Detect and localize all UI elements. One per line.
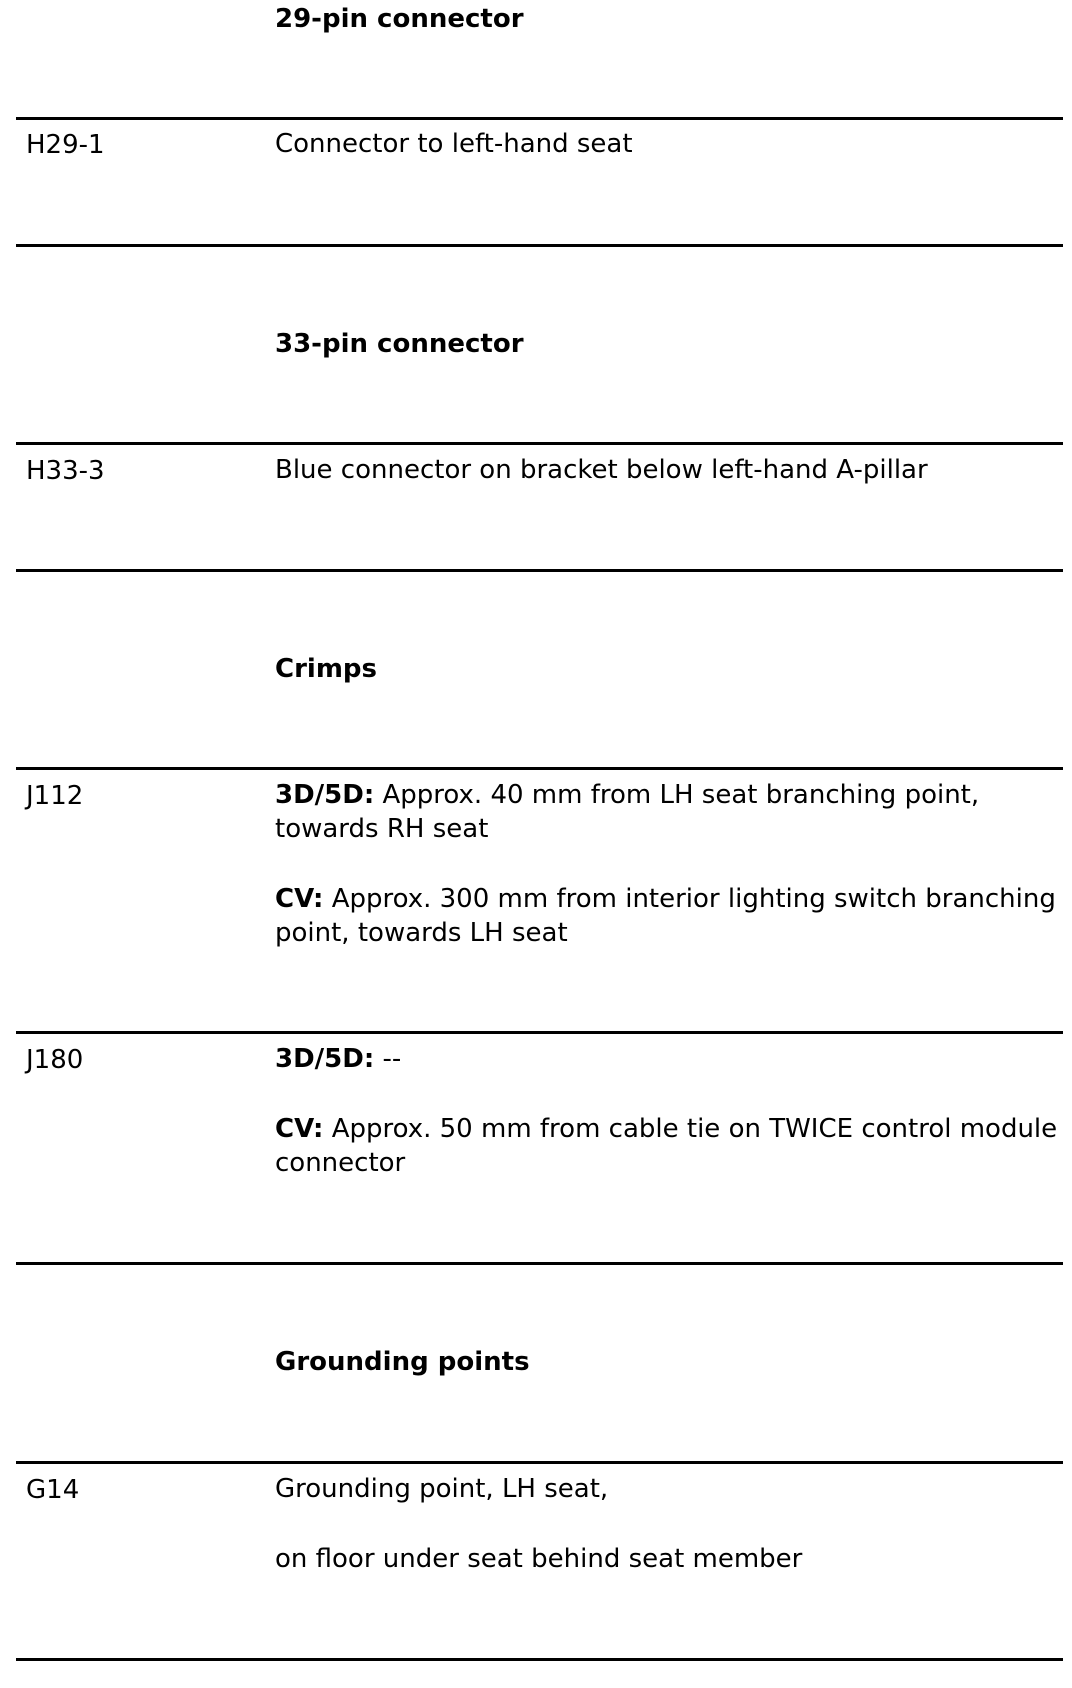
section-heading-crimps: Crimps bbox=[275, 654, 377, 684]
component-description: on floor under seat behind seat member bbox=[275, 1544, 803, 1574]
variant-label: 3D/5D: bbox=[275, 1044, 375, 1074]
component-description: Grounding point, LH seat, bbox=[275, 1474, 609, 1504]
component-description bbox=[275, 1112, 1065, 1180]
divider bbox=[16, 569, 1063, 572]
component-description bbox=[275, 1042, 1065, 1076]
section-heading-grounding-points: Grounding points bbox=[275, 1347, 530, 1377]
divider bbox=[16, 244, 1063, 247]
divider bbox=[16, 1031, 1063, 1034]
divider bbox=[16, 442, 1063, 445]
section-heading-33-pin: 33-pin connector bbox=[275, 329, 524, 359]
variant-text: Approx. 50 mm from cable tie on TWICE control module connector bbox=[275, 1114, 1058, 1178]
variant-label: CV: bbox=[275, 884, 324, 914]
component-description bbox=[275, 882, 1065, 950]
section-heading-29-pin: 29-pin connector bbox=[275, 4, 524, 34]
component-code: H33-3 bbox=[26, 456, 105, 486]
divider bbox=[16, 1262, 1063, 1265]
variant-text: Approx. 300 mm from interior lighting switch branching point, towards LH seat bbox=[275, 884, 1056, 948]
variant-label: 3D/5D: bbox=[275, 780, 375, 810]
divider bbox=[16, 1658, 1063, 1661]
component-code: J112 bbox=[26, 781, 84, 811]
component-code: H29-1 bbox=[26, 130, 105, 160]
divider bbox=[16, 1461, 1063, 1464]
component-code: G14 bbox=[26, 1475, 80, 1505]
divider bbox=[16, 767, 1063, 770]
component-description: Connector to left-hand seat bbox=[275, 129, 633, 159]
component-description: Blue connector on bracket below left-hand A-pillar bbox=[275, 455, 928, 485]
variant-text: -- bbox=[374, 1044, 402, 1074]
component-description bbox=[275, 778, 1065, 846]
variant-text: Approx. 40 mm from LH seat branching point, towards RH seat bbox=[275, 780, 980, 844]
variant-label: CV: bbox=[275, 1114, 324, 1144]
divider bbox=[16, 117, 1063, 120]
component-code: J180 bbox=[26, 1045, 84, 1075]
